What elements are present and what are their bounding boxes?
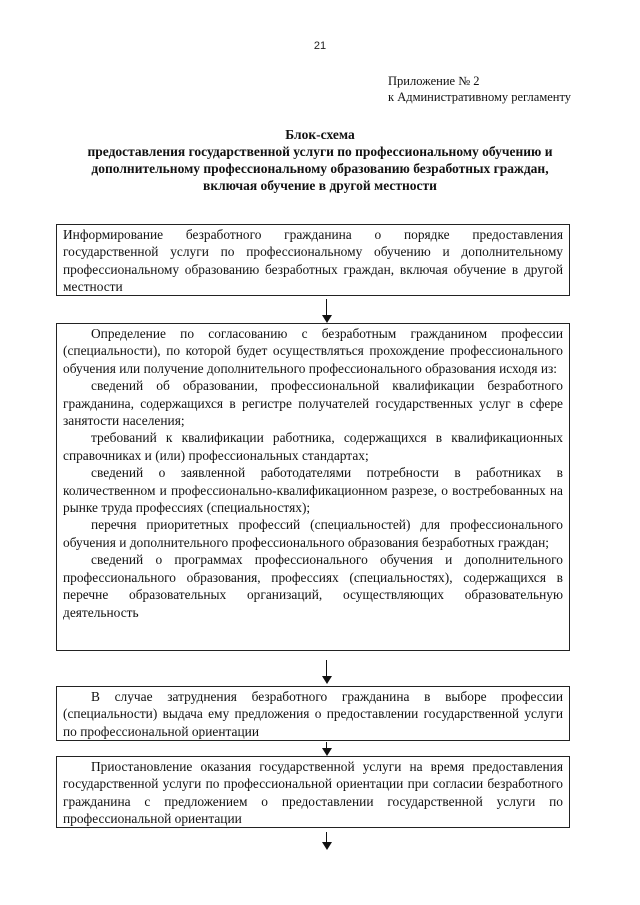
- determination-item-priority-list: перечня приоритетных профессий (специальностей) для профессионального обучения и дополнительного профессионального образования безработных граждан;: [63, 517, 563, 550]
- title-line-2: предоставления государственной услуги по профессиональному обучению и: [87, 144, 553, 159]
- flow-box-suspension: [56, 756, 570, 828]
- difficulty-text: В случае затруднения безработного гражданина в выборе профессии (специальности) выдача ему предложения о предоставлении государственной услуги по профессиональной ориентации: [63, 689, 563, 739]
- determination-intro: Определение по согласованию с безработным гражданином профессии (специальности), по которой будет осуществляться прохождение профессионального обучения или получение дополнительного профессионального образования исходя из:: [63, 326, 563, 376]
- title-line-3: дополнительному профессиональному образованию безработных граждан,: [91, 161, 549, 176]
- page-number: 21: [313, 40, 327, 52]
- flow-arrow-3: [322, 742, 332, 756]
- determination-item-requirements: требований к квалификации работника, содержащихся в квалификационных справочниках и (или) профессиональных стандартах;: [63, 430, 563, 463]
- determination-item-education: сведений об образовании, профессиональной квалификации безработного гражданина, содержащихся в регистре получателей государственных услуг в сфере занятости населения;: [63, 378, 563, 429]
- title-line-1: Блок-схема: [285, 127, 355, 142]
- flow-arrow-1: [322, 299, 332, 323]
- appendix-note: [388, 73, 571, 105]
- title-line-4: включая обучение в другой местности: [203, 178, 437, 193]
- determination-item-programs: сведений о программах профессионального обучения и дополнительного профессионального образования, профессиях (специальностях), содержащихся в перечне образовательных организаций, осуществляющих образовательную деятельность: [63, 552, 563, 620]
- flow-arrow-2: [322, 660, 332, 684]
- flow-box-difficulty: [56, 686, 570, 741]
- suspension-text: Приостановление оказания государственной услуги на время предоставления государственной услуги по профессиональной ориентации при согласии безработного гражданина с предложением о предоставлении государственной услуги по профессиональной ориентации: [63, 759, 563, 827]
- flow-box-determination: [56, 323, 570, 651]
- determination-item-employer-demand: сведений о заявленной работодателями потребности в работниках в количественном и профессионально-квалификационном разрезе, о востребованных на рынке труда профессиях (специальностях);: [63, 465, 563, 516]
- page-title: [50, 126, 590, 194]
- flow-box-informing: [56, 224, 570, 296]
- informing-text: Информирование безработного гражданина о порядке предоставления государственной услуги по профессиональному обучению и дополнительному профессиональному образованию безработных граждан, включая обучение в другой местности: [63, 227, 563, 295]
- appendix-line-2: к Административному регламенту: [388, 90, 572, 104]
- appendix-line-1: Приложение № 2: [388, 74, 480, 88]
- flow-arrow-4: [322, 832, 332, 850]
